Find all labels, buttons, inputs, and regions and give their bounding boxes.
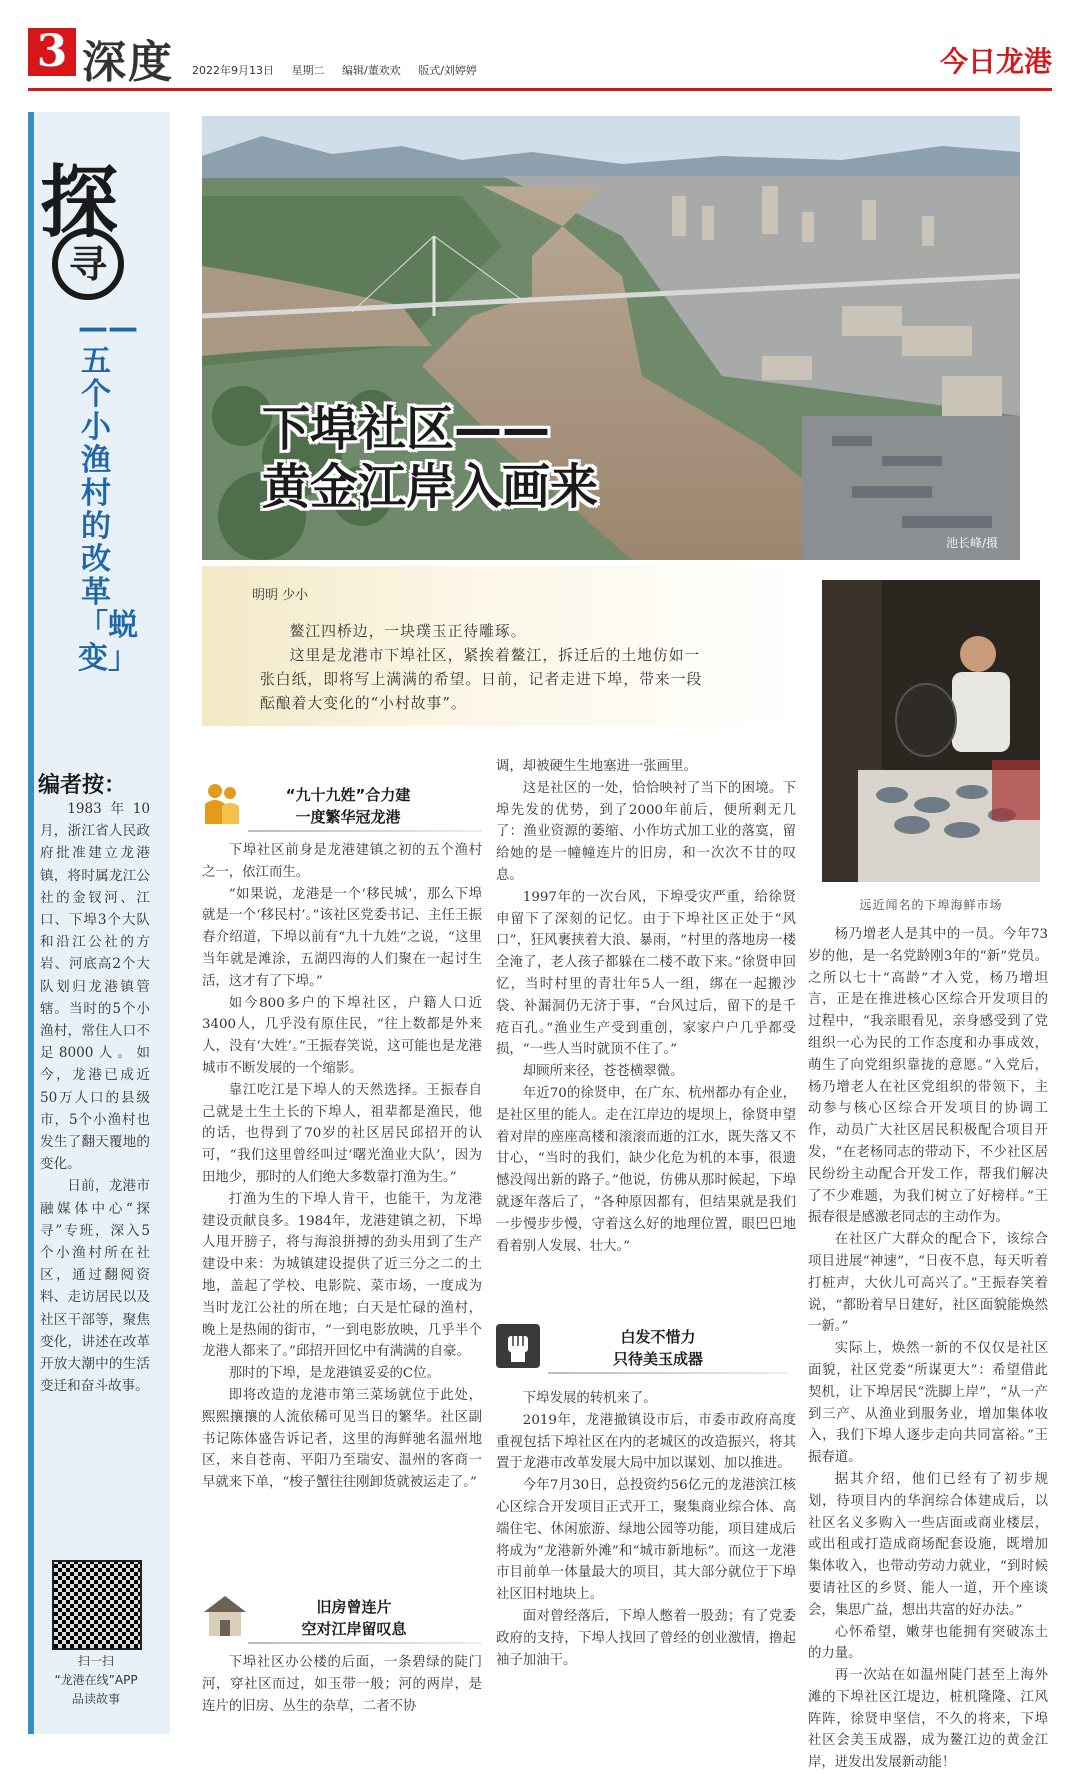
body-paragraph: 年近70的徐贤申，在广东、杭州都办有企业，是社区里的能人。走在江岸边的堤坝上，徐贤申望着对岸的座座高楼和滚滚而逝的江水，既失落又不甘心，“当时的我们，缺少化危为机的本事，很遗憾没闯出新的路子。”他说，仿佛从那时候起，下埠就逐年落后了，“各种原因都有，但结果就是我们一步慢步步慢，守着这么好的地理位置，眼巴巴地看着别人发展、壮大。” (496, 1085, 796, 1254)
body-column-1b (202, 1652, 482, 1717)
subhead-2-line1: 旧房曾连片 (316, 1598, 392, 1616)
section-title: 深度 (82, 37, 174, 88)
date: 2022年9月13日 (192, 64, 274, 77)
subhead-2 (254, 1596, 454, 1640)
subhead-2-line2: 空对江岸留叹息 (301, 1620, 407, 1638)
subhead-1-line1: “九十九姓”合力建 (285, 786, 411, 804)
column-logo-char1: 探 (40, 157, 119, 248)
subhead-2-rule (248, 1642, 482, 1644)
subhead-1-rule (248, 830, 482, 832)
qr-caption (40, 1652, 152, 1709)
body-paragraph: 那时的下埠，是龙港镇妥妥的C位。 (228, 1366, 440, 1382)
fist-icon (496, 1324, 540, 1368)
body-column-2b (496, 1388, 796, 1671)
body-paragraph: 1997年的一次台风，下埠受灾严重，给徐贤申留下了深刻的记忆。由于下埠社区正处于“风口”，狂风裹挟着大浪、暴雨，“村里的落地房一楼全淹了，老人孩子都躲在二楼不敢下来。”徐贤申回忆，当时村里的青壮年5人一组，绑在一起搬沙袋、补漏洞仍无济于事，“台风过后，留下的是千疮百孔。”渔业生产受到重创，家家户户几乎都受损，“一些人当时就顶不住了。” (496, 889, 796, 1058)
headline (262, 400, 598, 516)
qr-code[interactable] (52, 1560, 142, 1650)
qr-caption-line: “龙港在线”APP (54, 1673, 138, 1687)
editor-note-paragraph: 日前，龙港市融媒体中心“探寻”专班，深入5个小渔村所在社区，通过翻阅资料、走访居民以及社区干部等，聚焦变化，讲述在改革开放大潮中的生活变迁和奋斗故事。 (40, 1178, 150, 1395)
body-paragraph: 下埠社区办公楼的后面，一条碧绿的陡门河，穿社区而过，如玉带一般；河的两岸，是连片的旧房、丛生的杂草，二者不协 (202, 1655, 482, 1714)
body-paragraph: 实际上，焕然一新的不仅仅是社区面貌，社区党委“所谋更大”：希望借此契机，让下埠居民“洗脚上岸”，“从一产到三产、从渔业到服务业，增加集体收入，我们下埠人逐步走向共同富裕。”王振春道。 (808, 1341, 1048, 1466)
editor-note-paragraph: 1983年10月，浙江省人民政府批准建立龙港镇，将时属龙江公社的金钗河、江口、下埠3个大队和沿江公社的方岩、河底高2个大队划归龙港镇管辖。当时的5个小渔村，常住人口不足8000人。如今，龙港已成近50万人口的县级市，5个小渔村也发生了翻天覆地的变化。 (40, 801, 150, 1173)
body-column-2a (496, 756, 796, 1257)
body-paragraph: 靠江吃江是下埠人的天然选择。王振春自己就是土生土长的下埠人，祖辈都是渔民，他的话，也得到了70岁的社区居民邱招开的认可，“我们这里曾经叫过‘曙光渔业大队’，因为田地少，那时的人们绝大多数靠打渔为生。” (202, 1082, 482, 1185)
editor-note (40, 798, 150, 1397)
body-column-1a (202, 840, 482, 1494)
body-paragraph: 再一次站在如温州陡门甚至上海外滩的下埠社区江堤边，桩机隆隆、江风阵阵，徐贤申坚信，不久的将来，下埠社区会美玉成器，成为鳌江边的黄金江岸，迸发出发展新动能！ (808, 1668, 1048, 1771)
body-paragraph: 在社区广大群众的配合下，该综合项目进展“神速”，“日夜不息，每天听着打桩声，大伙儿可高兴了。”王振春笑着说，“都盼着早日建好，社区面貌能焕然一新。” (808, 1232, 1048, 1335)
subhead-3-line1: 白发不惜力 (620, 1328, 696, 1346)
body-paragraph: 心怀希望，嫩芽也能拥有突破冻土的力量。 (808, 1624, 1048, 1662)
old-house-icon (202, 1592, 248, 1638)
market-photo-caption: 远近闻名的下埠海鲜市场 (859, 898, 1003, 912)
market-photo (822, 580, 1040, 882)
body-paragraph: 调，却被硬生生地塞进一张画里。 (496, 759, 697, 774)
body-paragraph: 打渔为生的下埠人肯干，也能干，为龙港建设贡献良多。1984年，龙港建镇之初，下埠人甩开膀子，将与海浪拼搏的劲头用到了生产建设中来：为城镇建设提供了近三分之二的土地，盖起了学校、电影院、菜市场，一度成为当时龙江公社的所在地；白天是忙碌的渔村，晚上是热闹的街市，“一到电影放映，几乎半个龙港人都来了。”邱招开回忆中有满满的自豪。 (202, 1191, 482, 1360)
qr-caption-line: 品读故事 (71, 1692, 120, 1706)
body-column-3 (808, 924, 1048, 1774)
body-paragraph: “如果说，龙港是一个‘移民城’，那么下埠就是一个‘移民村’。”该社区党委书记、主任王振春介绍道，下埠以前有“九十九姓”之说，“这里当年就是滩涂，五湖四海的人们聚在一起讨生活，这才有了下埠。” (202, 886, 482, 989)
layout-credit: 版式/刘婷婷 (418, 64, 477, 77)
weekday: 星期二 (291, 64, 325, 77)
subhead-3-line2: 只待美玉成器 (612, 1350, 703, 1368)
page-number: 3 (28, 28, 76, 76)
body-paragraph: 今年7月30日，总投资约56亿元的龙港滨江核心区综合开发项目正式开工，聚集商业综合体、高端住宅、休闲旅游、绿地公园等功能，项目建成后将成为“龙港新外滩”和“城市新地标”。而这一龙港市目前单一体量最大的项目，其大部分就位于下埠社区旧村地块上。 (496, 1478, 796, 1603)
qr-caption-line: 扫一扫 (77, 1654, 114, 1668)
lead-paragraph: 鳌江四桥边，一块璞玉正待雕琢。 (289, 623, 527, 640)
body-paragraph: 如今800多户的下埠社区，户籍人口近3400人，几乎没有原住民，“往上数都是外来人，没有‘大姓’。”王振春笑说，这可能也是龙港城市不断发展的一个缩影。 (202, 995, 482, 1076)
body-paragraph: 下埠发展的转机来了。 (522, 1391, 657, 1406)
body-paragraph: 据其介绍，他们已经有了初步规划，待项目内的华润综合体建成后，以社区名义多购入一些店面或商业楼层，或出租或打造成商场配套设施，既增加集体收入，也带动劳动力就业，“到时候要请社区的乡贤、能人一道，开个座谈会，集思广益，想出共富的好办法。” (808, 1471, 1048, 1618)
headline-line2: 黄金江岸入画来 (262, 459, 599, 515)
subhead-1 (248, 784, 448, 828)
body-paragraph: 下埠社区前身是龙港建镇之初的五个渔村之一，依江而生。 (202, 843, 482, 880)
header-rule (28, 88, 1052, 91)
subhead-1-line2: 一度繁华冠龙港 (295, 808, 401, 826)
paper-brand: 今日龙港 (939, 45, 1052, 78)
body-paragraph: 即将改造的龙港市第三菜场就位于此处，熙熙攘攘的人流依稀可见当日的繁华。社区副书记陈体盛告诉记者，这里的海鲜驰名温州地区，来自苍南、平阳乃至瑞安、温州的客商一早就来下单，“梭子蟹往往刚卸货就被运走了。” (202, 1387, 482, 1491)
body-paragraph: 2019年，龙港撤镇设市后，市委市政府高度重视包括下埠社区在内的老城区的改造振兴，将其置于龙港市改革发展大局中加以谋划、加以推进。 (496, 1412, 796, 1472)
column-logo-char2: 寻 (52, 228, 124, 300)
subhead-3-rule (548, 1372, 788, 1374)
lead-paragraph: 这里是龙港市下埠社区，紧挨着鳌江，拆迁后的土地仿如一张白纸，即将写上满满的希望。日前，记者走进下埠，带来一段酝酿着大变化的“小村故事”。 (260, 647, 703, 712)
photo-credit: 池长峰/摄 (946, 536, 999, 550)
seafood-market-image (822, 580, 1040, 882)
body-paragraph: 这是社区的一处，恰恰映衬了当下的困境。下埠先发的优势，到了2000年前后，便所剩无几了：渔业资源的萎缩、小作坊式加工业的落寞，留给她的是一幢幢连片的旧房，和一次次不甘的叹息。 (496, 780, 796, 883)
body-paragraph: 面对曾经落后，下埠人憋着一股劲；有了党委政府的支持，下埠人找回了曾经的创业激情，撸起袖子加油干。 (496, 1608, 796, 1668)
headline-line1: 下埠社区—— (262, 401, 551, 457)
byline: 明明 少小 (252, 588, 309, 603)
editor: 编辑/董欢欢 (342, 64, 401, 77)
lead (260, 620, 716, 716)
page-meta (192, 62, 491, 78)
body-paragraph: 却顾所来径，苍苍横翠微。 (522, 1064, 684, 1080)
editor-note-heading: 编者按： (38, 773, 127, 798)
column-title: ——五个小渔村的改革「蜕变」 (78, 311, 138, 676)
subhead-3 (548, 1326, 768, 1370)
body-paragraph: 杨乃增老人是其中的一员。今年73岁的他，是一名党龄刚3年的“新”党员。之所以七十“高龄”才入党，杨乃增坦言，正是在推进核心区综合开发项目的过程中，“我亲眼看见，亲身感受到了党组织一心为民的工作态度和办事成效，萌生了向党组织靠拢的意愿。”入党后，杨乃增老人在社区党组织的带领下，主动参与核心区综合开发项目的协调工作，动员广大社区居民积极配合项目开发，“在老杨同志的带动下，不少社区居民纷纷主动配合开发工作，帮我们解决了不少难题，为我们树立了好榜样。”王振春很是感激老同志的主动作为。 (808, 927, 1048, 1226)
people-icon (202, 782, 242, 826)
